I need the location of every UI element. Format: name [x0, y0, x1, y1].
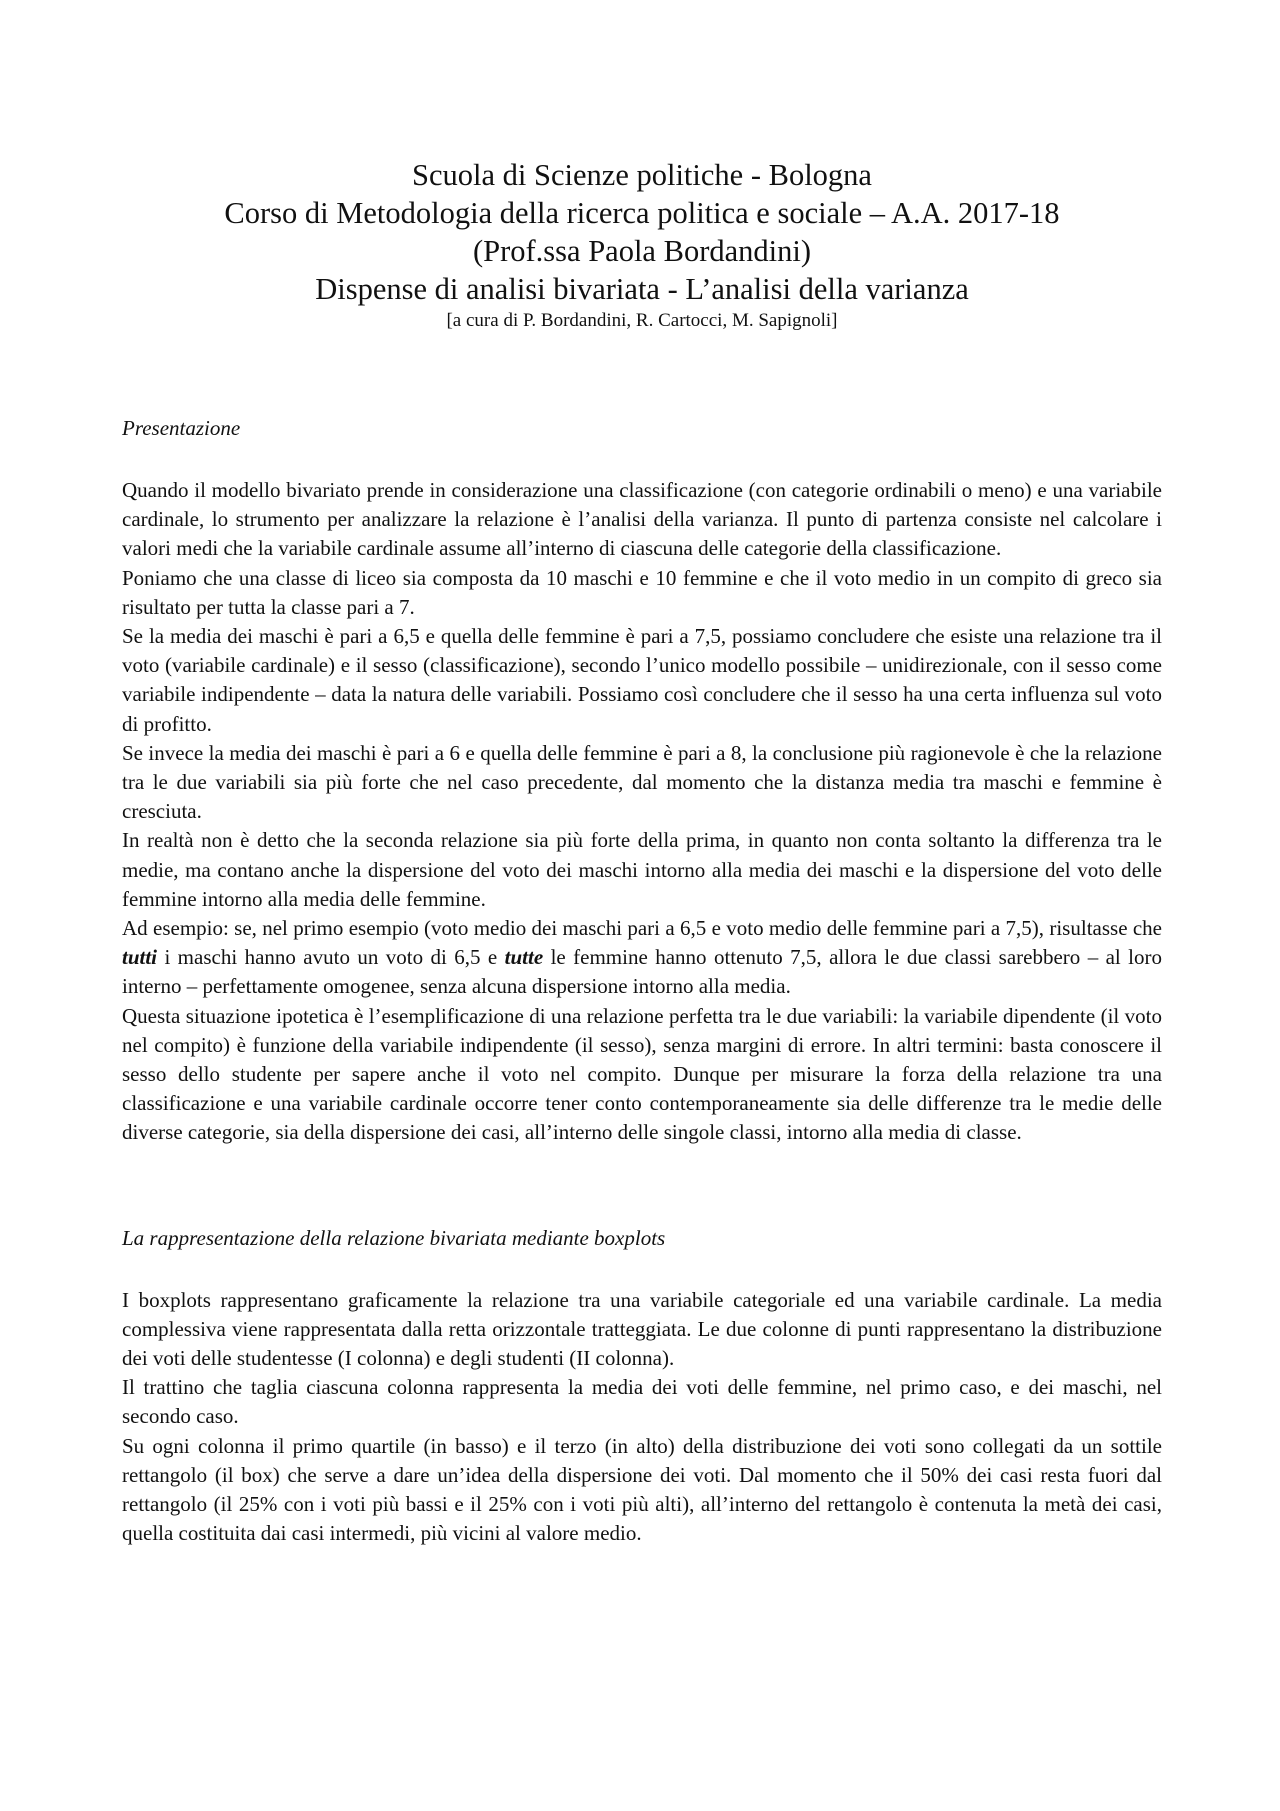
document-page	[122, 156, 1162, 1549]
paragraph: I boxplots rappresentano graficamente la relazione tra una variabile categoriale ed una variabile cardinale. La media complessiva viene rappresentata dalla retta orizzontale tratteggiata. Le due colonne di punti rappresentano la distribuzione dei voti delle studentesse (I colonna) e degli studenti (II colonna).	[122, 1287, 1162, 1371]
paragraph-example	[122, 914, 1162, 1002]
section-title-boxplots: La rappresentazione della relazione bivariata mediante boxplots	[122, 1225, 666, 1250]
header-school: Scuola di Scienze politiche - Bologna	[412, 158, 872, 192]
header-document-title: Dispense di analisi bivariata - L’analisi della varianza	[315, 272, 969, 306]
section-presentazione-body	[122, 476, 1162, 1148]
text-run: le femmine hanno ottenuto 7,5, allora le due classi sarebbero – al loro interno – perfettamente omogenee, senza alcuna dispersione intorno alla media.	[122, 945, 1162, 999]
document-header	[122, 156, 1162, 334]
section-boxplots-body	[122, 1286, 1162, 1549]
paragraph: Quando il modello bivariato prende in considerazione una classificazione (con categorie ordinabili o meno) e una variabile cardinale, lo strumento per analizzare la relazione è l’analisi della varianza. Il punto di partenza consiste nel calcolare i valori medi che la variabile cardinale assume all’interno di ciascuna delle categorie della classificazione.	[122, 478, 1162, 561]
paragraph: Poniamo che una classe di liceo sia composta da 10 maschi e 10 femmine e che il voto medio in un compito di greco sia risultato per tutta la classe pari a 7.	[122, 565, 1162, 619]
paragraph: In realtà non è detto che la seconda relazione sia più forte della prima, in quanto non conta soltanto la differenza tra le medie, ma contano anche la dispersione del voto dei maschi intorno alla media dei maschi e la dispersione del voto delle femmine intorno alla media delle femmine.	[122, 828, 1162, 911]
paragraph: Se la media dei maschi è pari a 6,5 e quella delle femmine è pari a 7,5, possiamo concludere che esiste una relazione tra il voto (variabile cardinale) e il sesso (classificazione), secondo l’unico modello possibile – unidirezionale, con il sesso come variabile indipendente – data la natura delle variabili. Possiamo così concludere che il sesso ha una certa influenza sul voto di profitto.	[122, 624, 1162, 736]
header-professor: (Prof.ssa Paola Bordandini)	[473, 234, 811, 268]
text-run: Ad esempio: se, nel primo esempio (voto medio dei maschi pari a 6,5 e voto medio delle femmine pari a 7,5), risultasse che	[122, 916, 1162, 941]
header-course: Corso di Metodologia della ricerca politica e sociale – A.A. 2017-18	[224, 196, 1060, 230]
paragraph: Se invece la media dei maschi è pari a 6 e quella delle femmine è pari a 8, la conclusione più ragionevole è che la relazione tra le due variabili sia più forte che nel caso precedente, dal momento che la distanza media tra maschi e femmine è cresciuta.	[122, 740, 1162, 824]
emphasis-tutte: tutte	[504, 945, 544, 970]
section-title-presentazione: Presentazione	[122, 416, 241, 440]
emphasis-tutti: tutti	[122, 945, 158, 970]
paragraph: Su ogni colonna il primo quartile (in basso) e il terzo (in alto) della distribuzione dei voti sono collegati da un sottile rettangolo (il box) che serve a dare un’idea della dispersione dei voti. Dal momento che il 50% dei casi resta fuori dal rettangolo (il 25% con i voti più bassi e il 25% con i voti più alti), all’interno del rettangolo è contenuta la metà dei casi, quella costituita dai casi intermedi, più vicini al valore medio.	[122, 1433, 1162, 1546]
paragraph: Questa situazione ipotetica è l’esemplificazione di una relazione perfetta tra le due variabili: la variabile dipendente (il voto nel compito) è funzione della variabile indipendente (il sesso), senza margini di errore. In altri termini: basta conoscere il sesso dello studente per sapere anche il voto nel compito. Dunque per misurare la forza della relazione tra una classificazione e una variabile cardinale occorre tener conto contemporaneamente sia delle differenze tra le medie delle diverse categorie, sia della dispersione dei casi, all’interno delle singole classi, intorno alla media di classe.	[122, 1003, 1162, 1145]
paragraph: Il trattino che taglia ciascuna colonna rappresenta la media dei voti delle femmine, nel primo caso, e dei maschi, nel secondo caso.	[122, 1375, 1162, 1429]
header-credits: [a cura di P. Bordandini, R. Cartocci, M. Sapignoli]	[446, 310, 838, 331]
text-run: i maschi hanno avuto un voto di 6,5 e	[157, 945, 505, 970]
